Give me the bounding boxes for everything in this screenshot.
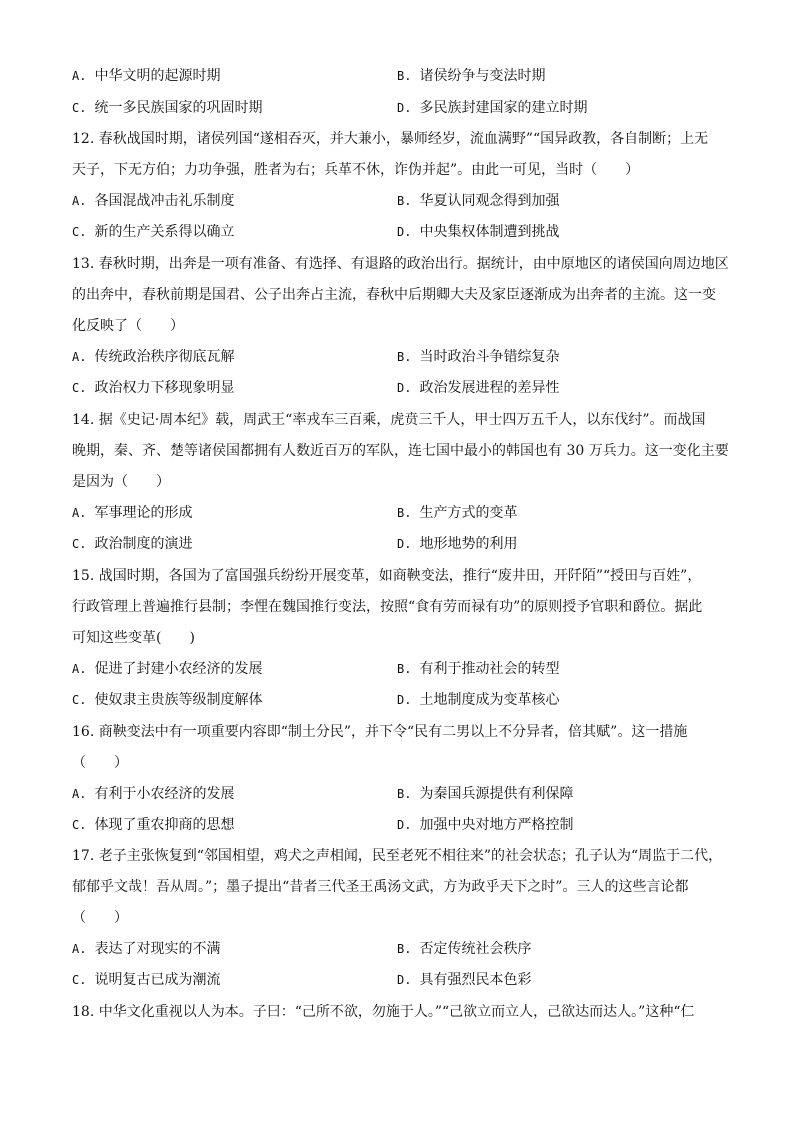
q11-option-d: D. 多民族封建国家的建立时期: [397, 100, 588, 116]
q17-stem-line-2: 郁郁乎文哉！吾从周。”；墨子提出“昔者三代圣王禹汤文武，方为政乎天下之时”。三人的这些言论都: [72, 879, 689, 895]
q17-option-a: A. 表达了对现实的不满: [72, 941, 221, 957]
q17-option-d: D. 具有强烈民本色彩: [397, 972, 532, 988]
q13-option-d: D. 政治发展进程的差异性: [397, 380, 560, 396]
q13-stem-line-1: 13. 春秋时期，出奔是一项有准备、有选择、有退路的政治出行。据统计，由中原地区的诸侯国向周边地区: [72, 256, 729, 272]
q14-option-d: D. 地形地势的利用: [397, 536, 518, 552]
q12-option-d: D. 中央集权体制遭到挑战: [397, 224, 560, 240]
q11-option-b: B. 诸侯纷争与变法时期: [397, 68, 546, 84]
q16-stem-line-1: 16. 商鞅变法中有一项重要内容即“制土分民”，并下令“民有二男以上不分异者，倍其赋”。这一措施: [72, 724, 688, 740]
q15-option-c: C. 使奴隶主贵族等级制度解体: [72, 692, 263, 708]
q15-stem-line-2: 行政管理上普遍推行县制；李悝在魏国推行变法，按照“食有劳而禄有功”的原则授予官职和爵位。据此: [72, 599, 703, 615]
q13-stem-line-3: 化反映了（ ）: [72, 318, 184, 334]
q12-stem-line-2: 天子，下无方伯；力功争强，胜者为右；兵革不休，诈伪并起”。由此一可见，当时（ ）: [72, 162, 640, 178]
q15-option-b: B. 有利于推动社会的转型: [397, 661, 560, 677]
q17-option-c: C. 说明复古已成为潮流: [72, 972, 221, 988]
q14-stem-line-3: 是因为（ ）: [72, 474, 170, 490]
q12-option-c: C. 新的生产关系得以确立: [72, 224, 235, 240]
q15-stem-line-1: 15. 战国时期，各国为了富国强兵纷纷开展变革，如商鞅变法，推行“废井田，开阡陌”“授田与百姓”，: [72, 568, 702, 584]
q14-option-c: C. 政治制度的演进: [72, 536, 193, 552]
q16-option-c: C. 体现了重农抑商的思想: [72, 817, 235, 833]
q18-stem-line-1: 18. 中华文化重视以人为本。子曰：“己所不欲，勿施于人。”“己欲立而立人，己欲达而达人。”这种“仁: [72, 1004, 695, 1020]
q12-option-b: B. 华夏认同观念得到加强: [397, 193, 560, 209]
q11-option-c: C. 统一多民族国家的巩固时期: [72, 100, 263, 116]
q15-stem-line-3: 可知这些变革( ): [72, 630, 195, 646]
q16-option-d: D. 加强中央对地方严格控制: [397, 817, 574, 833]
q16-option-a: A. 有利于小农经济的发展: [72, 786, 235, 802]
q17-stem-line-1: 17. 老子主张恢复到“邻国相望，鸡犬之声相闻，民至老死不相往来”的社会状态；孔子认为“周监于二代，: [72, 848, 723, 864]
q13-option-c: C. 政治权力下移现象明显: [72, 380, 235, 396]
q14-option-a: A. 军事理论的形成: [72, 505, 193, 521]
q17-stem-line-3: （ ）: [72, 910, 128, 926]
q12-stem-line-1: 12. 春秋战国时期，诸侯列国“遂相吞灭，并大兼小，暴师经岁，流血满野”“国异政教，各自制断；上无: [72, 131, 709, 147]
q12-option-a: A. 各国混战冲击礼乐制度: [72, 193, 235, 209]
q15-option-a: A. 促进了封建小农经济的发展: [72, 661, 263, 677]
q16-stem-line-2: （ ）: [72, 755, 128, 771]
q13-option-a: A. 传统政治秩序彻底瓦解: [72, 349, 235, 365]
q14-stem-line-1: 14. 据《史记·周本纪》载，周武王“率戎车三百乘，虎贲三千人，甲士四万五千人，以东伐纣”。而战国: [72, 412, 706, 428]
q16-option-b: B. 为秦国兵源提供有利保障: [397, 786, 574, 802]
q14-option-b: B. 生产方式的变革: [397, 505, 518, 521]
q14-stem-line-2: 晚期，秦、齐、楚等诸侯国都拥有人数近百万的军队，连七国中最小的韩国也有 30 万兵力。这一变化主要: [72, 443, 729, 459]
q13-stem-line-2: 的出奔中，春秋前期是国君、公子出奔占主流，春秋中后期卿大夫及家臣逐渐成为出奔者的主流。这一变: [72, 287, 716, 303]
q13-option-b: B. 当时政治斗争错综复杂: [397, 349, 560, 365]
q11-option-a: A. 中华文明的起源时期: [72, 68, 221, 84]
q17-option-b: B. 否定传统社会秩序: [397, 941, 532, 957]
q15-option-d: D. 土地制度成为变革核心: [397, 692, 560, 708]
